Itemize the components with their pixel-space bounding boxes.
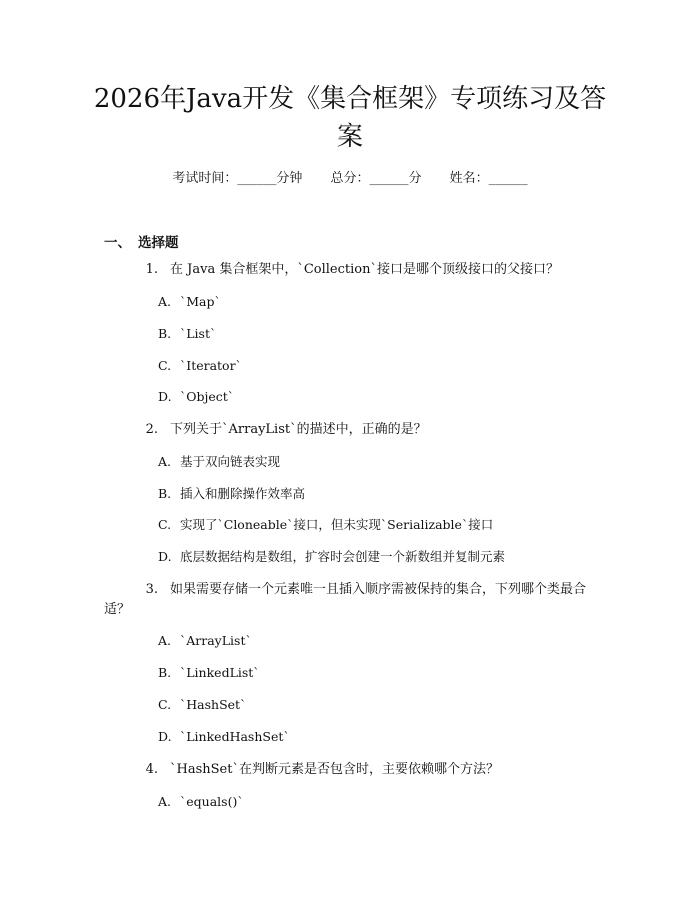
option-text: `Object`: [180, 389, 235, 404]
question-number: 1.: [145, 262, 158, 277]
option-2c: [158, 516, 493, 534]
exam-time: 考试时间：______分钟: [172, 171, 303, 186]
option-2b: [158, 485, 305, 503]
option-3b: [158, 664, 260, 682]
section-heading: [104, 231, 179, 251]
option-text: `LinkedList`: [180, 665, 260, 680]
section-number: 一、: [104, 235, 131, 251]
option-letter: A.: [158, 633, 172, 648]
question-1: [104, 259, 604, 281]
option-letter: A.: [158, 294, 172, 309]
option-text: `Iterator`: [180, 358, 242, 373]
page-title: 2026年Java开发《集合框架》专项练习及答案: [93, 84, 607, 152]
question-number: 2.: [145, 422, 158, 437]
option-text: 基于双向链表实现: [180, 454, 281, 469]
option-3d: [158, 728, 290, 746]
question-text: 如果需要存储一个元素唯一且插入顺序需被保持的集合，下列哪个类最合: [170, 582, 587, 597]
option-text: `Map`: [180, 294, 221, 309]
question-3-continued: [104, 599, 604, 621]
question-text: 在 Java 集合框架中，`Collection`接口是哪个顶级接口的父接口？: [170, 262, 559, 277]
option-text: 底层数据结构是数组，扩容时会创建一个新数组并复制元素: [180, 549, 506, 564]
option-letter: C.: [158, 358, 172, 373]
option-letter: D.: [158, 549, 172, 564]
option-text: `HashSet`: [180, 697, 247, 712]
option-4a: [158, 793, 244, 811]
option-letter: D.: [158, 729, 172, 744]
option-1c: [158, 357, 242, 375]
option-letter: A.: [158, 794, 172, 809]
option-letter: C.: [158, 697, 172, 712]
question-2: [104, 419, 604, 441]
option-text: `equals()`: [180, 794, 244, 809]
question-4: [104, 759, 604, 781]
question-3: [104, 579, 604, 601]
option-letter: D.: [158, 389, 172, 404]
question-text: `HashSet`在判断元素是否包含时，主要依赖哪个方法？: [170, 762, 499, 777]
option-1b: [158, 325, 216, 343]
option-text: 插入和删除操作效率高: [180, 486, 306, 501]
question-text-continued: 适？: [104, 602, 131, 617]
exam-info: [0, 170, 700, 188]
question-text: 下列关于`ArrayList`的描述中，正确的是？: [170, 422, 427, 437]
question-number: 4.: [145, 762, 158, 777]
option-letter: A.: [158, 454, 172, 469]
section-label: 选择题: [138, 235, 179, 251]
option-1d: [158, 388, 234, 406]
option-text: `ArrayList`: [180, 633, 252, 648]
exam-name: 姓名：______: [449, 171, 528, 186]
option-letter: B.: [158, 486, 172, 501]
option-2a: [158, 453, 280, 471]
question-number: 3.: [145, 582, 158, 597]
option-1a: [158, 293, 221, 311]
option-3a: [158, 632, 252, 650]
option-letter: C.: [158, 517, 172, 532]
option-letter: B.: [158, 665, 172, 680]
option-3c: [158, 696, 246, 714]
exam-score: 总分：______分: [330, 171, 422, 186]
option-text: `List`: [180, 326, 217, 341]
option-letter: B.: [158, 326, 172, 341]
option-text: `LinkedHashSet`: [180, 729, 290, 744]
option-2d: [158, 548, 505, 566]
option-text: 实现了`Cloneable`接口，但未实现`Serializable`接口: [180, 517, 494, 532]
